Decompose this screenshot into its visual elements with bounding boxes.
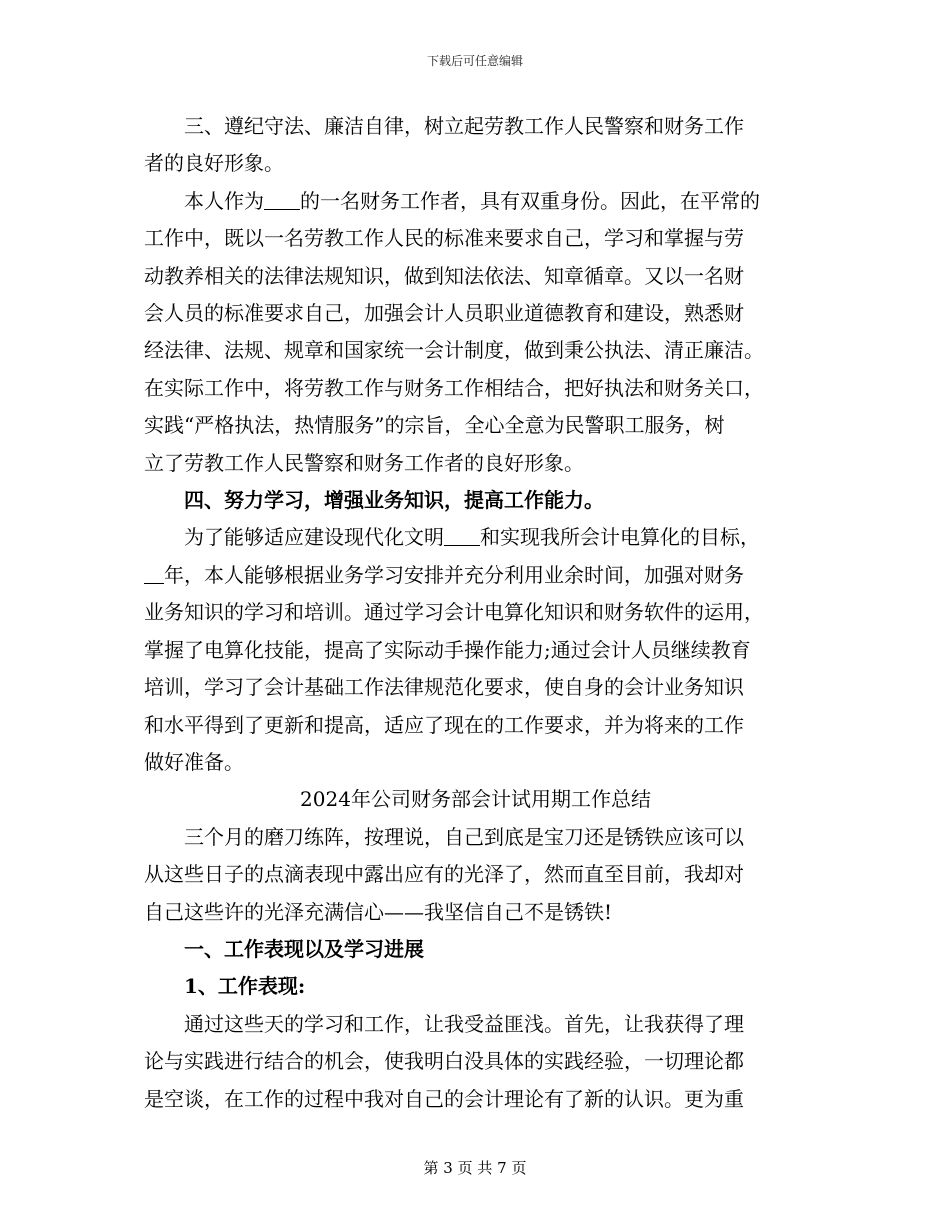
text-line: 在实际工作中，将劳教工作与财务工作相结合，把好执法和财务关口， <box>144 375 764 400</box>
section-heading: 一、工作表现以及学习进展 <box>184 936 424 961</box>
text-fragment: 的一名财务工作者，具有双重身份。因此，在平常的 <box>300 188 760 213</box>
page-header: 下载后可任意编辑 <box>426 54 523 68</box>
document-title: 2024年公司财务部会计试用期工作总结 <box>300 787 651 812</box>
text-fragment: 年，本人能够根据业务学习安排并充分利用业余时间，加强对财务 <box>164 562 744 587</box>
text-fragment: 本人作为 <box>184 188 264 213</box>
text-line: 三个月的磨刀练阵，按理说，自己到底是宝刀还是锈铁应该可以 <box>184 824 744 849</box>
text-line <box>144 557 807 594</box>
text-line: 立了劳教工作人民警察和财务工作者的良好形象。 <box>144 450 584 475</box>
blank-underline <box>144 565 164 584</box>
text-line: 从这些日子的点滴表现中露出应有的光泽了，然而直至目前，我却对 <box>144 862 744 887</box>
text-fragment: 为了能够适应建设现代化文明 <box>184 525 444 550</box>
paragraph <box>144 519 807 781</box>
text-line: 和水平得到了更新和提高，适应了现在的工作要求，并为将来的工作 <box>144 712 744 737</box>
text-line: 通过这些天的学习和工作，让我受益匪浅。首先，让我获得了理 <box>184 1011 744 1036</box>
text-line: 会人员的标准要求自己，加强会计人员职业道德教育和建设，熟悉财 <box>144 301 744 326</box>
text-line: 动教养相关的法律法规知识，做到知法依法、知章循章。又以一名财 <box>144 263 744 288</box>
paragraph <box>144 183 807 482</box>
subsection-heading: 1、工作表现: <box>184 974 306 999</box>
document-body <box>144 108 807 1118</box>
paragraph <box>144 1006 807 1118</box>
text-line: 经法律、法规、规章和国家统一会计制度，做到秉公执法、清正廉洁。 <box>144 338 764 363</box>
text-line: 者的良好形象。 <box>144 151 284 176</box>
paragraph <box>144 819 807 931</box>
text-line: 做好准备。 <box>144 749 244 774</box>
paragraph <box>144 108 807 183</box>
text-line: 是空谈，在工作的过程中我对自己的会计理论有了新的认识。更为重 <box>144 1086 744 1111</box>
text-line: 工作中，既以一名劳教工作人民的标准来要求自己，学习和掌握与劳 <box>144 226 744 251</box>
blank-underline <box>264 191 300 210</box>
text-fragment: 和实现我所会计电算化的目标， <box>480 525 760 550</box>
text-line <box>144 183 807 220</box>
text-line <box>144 519 807 556</box>
text-line: 实践“严格执法，热情服务”的宗旨，全心全意为民警职工服务，树 <box>144 413 725 438</box>
text-line: 培训，学习了会计基础工作法律规范化要求，使自身的会计业务知识 <box>144 675 744 700</box>
blank-underline <box>444 527 480 546</box>
text-line: 掌握了电算化技能，提高了实际动手操作能力;通过会计人员继续教育 <box>144 637 751 662</box>
text-line: 业务知识的学习和培训。通过学习会计电算化知识和财务软件的运用， <box>144 600 764 625</box>
page-footer: 第 3 页 共 7 页 <box>423 1159 527 1177</box>
section-heading: 四、努力学习，增强业务知识，提高工作能力。 <box>184 488 604 513</box>
text-line: 论与实践进行结合的机会，使我明白没具体的实践经验，一切理论都 <box>144 1049 744 1074</box>
text-line: 自己这些许的光泽充满信心——我坚信自己不是锈铁! <box>144 899 613 924</box>
text-line: 三、遵纪守法、廉洁自律，树立起劳教工作人民警察和财务工作 <box>184 114 744 138</box>
